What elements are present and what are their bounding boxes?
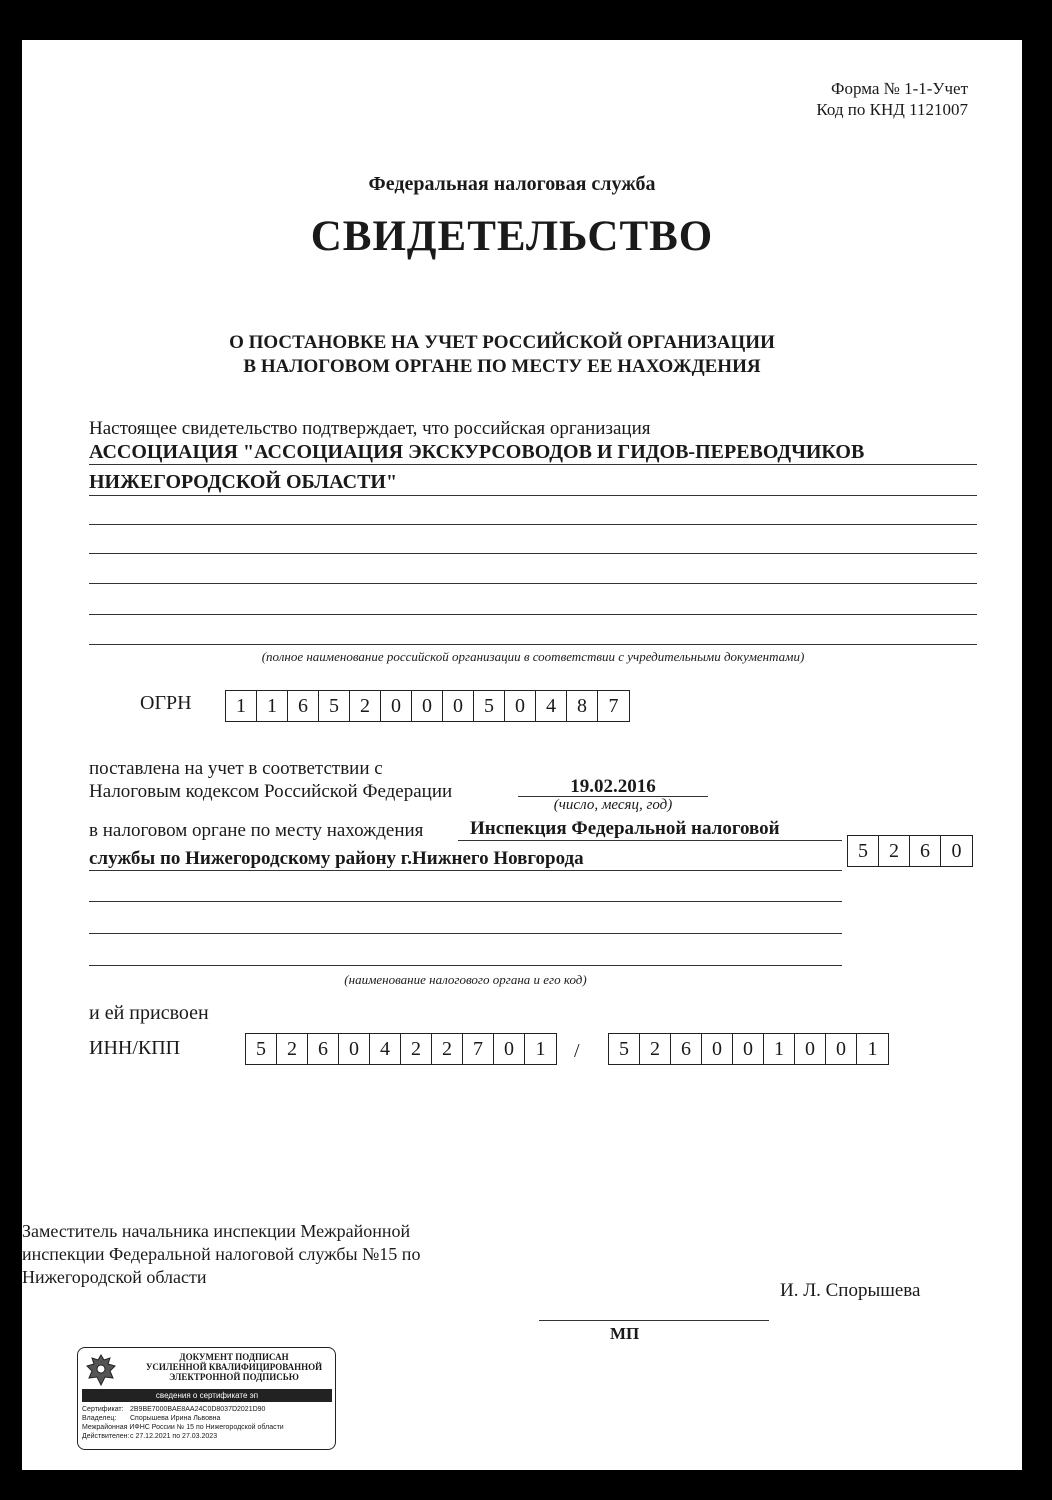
inn-digit: 2 (401, 1034, 432, 1064)
authority-code-boxes (847, 835, 973, 867)
e-signature-heading (136, 1352, 332, 1382)
kpp-digit: 1 (764, 1034, 795, 1064)
org-name-rule (89, 644, 977, 645)
validity-value: с 27.12.2021 по 27.03.2023 (130, 1433, 218, 1440)
inn-digit: 0 (339, 1034, 370, 1064)
inn-digit-boxes (245, 1033, 557, 1065)
signatory-position-line-3: Нижегородской области (22, 1267, 207, 1287)
ogrn-digit: 8 (567, 691, 598, 721)
ogrn-digit: 5 (319, 691, 350, 721)
org-name-rule (89, 614, 977, 615)
signatory-name: И. Л. Спорышева (780, 1280, 921, 1301)
seal-mark: МП (610, 1324, 640, 1343)
registration-line-2: Налоговым кодексом Российской Федерации (89, 781, 453, 802)
document-subtitle (22, 331, 982, 379)
kpp-digit: 5 (609, 1034, 640, 1064)
subtitle-line-2: В НАЛОГОВОМ ОРГАНЕ ПО МЕСТУ ЕЕ НАХОЖДЕНИЯ (243, 356, 761, 377)
authority-rule (89, 933, 842, 934)
document-title: СВИДЕТЕЛЬСТВО (310, 213, 714, 260)
coat-of-arms-icon (84, 1352, 118, 1388)
inn-digit: 6 (308, 1034, 339, 1064)
org-name-caption: (полное наименование российской организации в соответствии с учредительными документами) (261, 649, 805, 664)
certificate-value: 2B9BE7000BAE8AA24C0D8037D2021D90 (130, 1406, 266, 1413)
authority-caption: (наименование налогового органа и его код) (344, 972, 587, 987)
ogrn-digit: 5 (474, 691, 505, 721)
authority-rule (89, 901, 842, 902)
org-name-rule (89, 464, 977, 465)
authority-code-digit: 6 (910, 836, 941, 866)
e-signature-stamp (77, 1347, 336, 1450)
e-signature-heading-line-2: УСИЛЕННОЙ КВАЛИФИЦИРОВАННОЙ (145, 1362, 323, 1372)
org-name-rule (89, 553, 977, 554)
authority-rule (89, 870, 842, 871)
validity-row (82, 1433, 217, 1441)
kpp-digit: 0 (826, 1034, 857, 1064)
ogrn-digit: 6 (288, 691, 319, 721)
signature-rule (539, 1320, 769, 1321)
inn-digit: 2 (432, 1034, 463, 1064)
subtitle-line-1: О ПОСТАНОВКЕ НА УЧЕТ РОССИЙСКОЙ ОРГАНИЗАЦИИ (229, 332, 775, 353)
authority-code-digit: 2 (879, 836, 910, 866)
certificate-info-bar: сведения о сертификате эп (82, 1389, 332, 1402)
inn-digit: 5 (246, 1034, 277, 1064)
date-caption: (число, месяц, год) (553, 797, 673, 813)
ogrn-digit: 0 (381, 691, 412, 721)
owner-row (82, 1415, 220, 1423)
org-name-rule (89, 524, 977, 525)
ogrn-label: ОГРН (140, 692, 192, 714)
knd-code: Код по КНД 1121007 (816, 100, 968, 119)
ogrn-digit: 1 (226, 691, 257, 721)
org-name-line-1: АССОЦИАЦИЯ "АССОЦИАЦИЯ ЭКСКУРСОВОДОВ И ГИДОВ-ПЕРЕВОДЧИКОВ (89, 441, 865, 463)
authority-name-line-2: службы по Нижегородскому району г.Нижнего Новгорода (89, 848, 584, 869)
signatory-position-line-2: инспекции Федеральной налоговой службы №15 по (22, 1244, 421, 1264)
e-signature-heading-line-3: ЭЛЕКТРОННОЙ ПОДПИСЬЮ (169, 1372, 299, 1382)
ogrn-digit: 4 (536, 691, 567, 721)
authority-code-digit: 5 (848, 836, 879, 866)
kpp-digit: 0 (795, 1034, 826, 1064)
ogrn-digit: 0 (505, 691, 536, 721)
signatory-position (22, 1220, 420, 1289)
authority-intro: в налоговом органе по месту нахождения (89, 820, 424, 841)
authority-rule (458, 840, 842, 841)
kpp-digit: 0 (733, 1034, 764, 1064)
org-name-rule (89, 495, 977, 496)
inn-digit: 1 (535, 1038, 546, 1060)
org-name-line-2: НИЖЕГОРОДСКОЙ ОБЛАСТИ" (89, 471, 398, 493)
registration-line-1: поставлена на учет в соответствии с (89, 758, 383, 779)
ogrn-digit: 1 (257, 691, 288, 721)
inn-kpp-label: ИНН/КПП (89, 1037, 181, 1059)
certificate-row (82, 1406, 265, 1414)
ogrn-digit: 2 (350, 691, 381, 721)
signatory-position-line-1: Заместитель начальника инспекции Межрайонной (22, 1221, 411, 1241)
authority-rule (89, 965, 842, 966)
inn-kpp-separator: / (574, 1040, 580, 1062)
certificate-label: Сертификат: (82, 1406, 124, 1413)
ogrn-digit: 0 (443, 691, 474, 721)
owner-value: Спорышева Ирина Львовна (130, 1415, 221, 1422)
agency-name: Федеральная налоговая служба (368, 173, 656, 195)
authority-name-line-1: Инспекция Федеральной налоговой (470, 818, 780, 839)
ogrn-digit: 0 (412, 691, 443, 721)
intro-text: Настоящее свидетельство подтверждает, что российская организация (89, 418, 651, 439)
ogrn-digit-boxes (225, 690, 630, 722)
ogrn-digit: 7 (608, 695, 619, 717)
authority-code-digit: 0 (951, 840, 962, 862)
assigned-intro: и ей присвоен (89, 1002, 209, 1024)
kpp-digit: 0 (702, 1034, 733, 1064)
inn-digit: 4 (370, 1034, 401, 1064)
kpp-digit: 2 (640, 1034, 671, 1064)
validity-label: Действителен: (82, 1433, 130, 1440)
issuer-row: Межрайонная ИФНС России № 15 по Нижегородской области (82, 1424, 284, 1431)
form-header (622, 78, 968, 120)
inn-digit: 2 (277, 1034, 308, 1064)
inn-digit: 7 (463, 1034, 494, 1064)
kpp-digit: 6 (671, 1034, 702, 1064)
inn-digit: 0 (494, 1034, 525, 1064)
e-signature-heading-line-1: ДОКУМЕНТ ПОДПИСАН (179, 1352, 289, 1362)
form-number: Форма № 1-1-Учет (831, 79, 968, 98)
document-page (22, 40, 1022, 1470)
org-name-rule (89, 583, 977, 584)
kpp-digit-boxes (608, 1033, 889, 1065)
registration-date: 19.02.2016 (570, 776, 656, 797)
owner-label: Владелец: (82, 1415, 117, 1422)
kpp-digit: 1 (867, 1038, 878, 1060)
